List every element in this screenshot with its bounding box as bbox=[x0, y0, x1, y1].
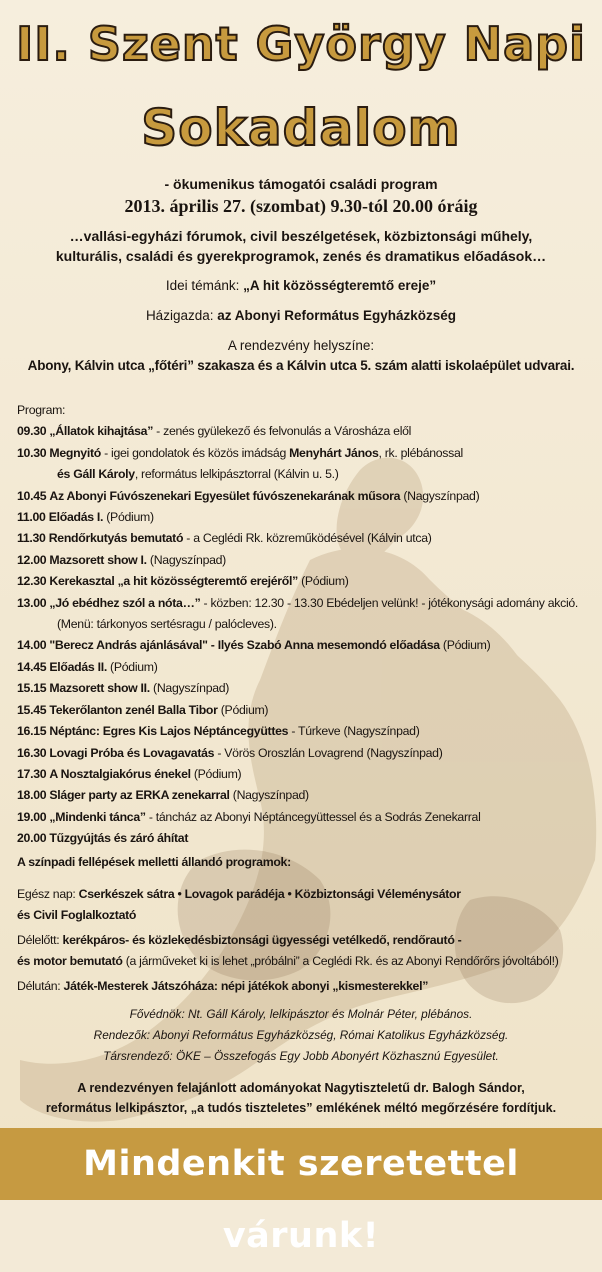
program-title: "Berecz András ajánlásával" - Ilyés Szabó Anna mesemondó előadása bbox=[49, 638, 440, 653]
program-title: Tűzgyújtás és záró áhítat bbox=[49, 831, 189, 846]
program-label: Program: bbox=[17, 403, 66, 417]
program-item bbox=[17, 657, 597, 678]
program-title: Az Abonyi Fúvószenekari Egyesület fúvószenekarának műsora bbox=[49, 488, 401, 503]
credits bbox=[0, 1004, 602, 1067]
program-item bbox=[17, 700, 597, 721]
permanent-programs-heading: A színpadi fellépések melletti állandó programok: bbox=[17, 855, 291, 869]
program-time: 09.30 bbox=[17, 424, 47, 439]
program-time: 12.30 bbox=[17, 574, 47, 589]
morning-items-cont: és motor bemutató bbox=[17, 953, 123, 968]
program-time: 17.30 bbox=[17, 766, 47, 781]
program-title: Lovagi Próba és Lovagavatás bbox=[49, 745, 215, 760]
program-detail-cont: , rk. plébánossal bbox=[378, 445, 463, 460]
event-description-line1: …vallási-egyházi fórumok, civil beszélgetések, közbiztonsági műhely, bbox=[69, 228, 533, 244]
program-item bbox=[17, 785, 597, 806]
welcome-banner bbox=[0, 1128, 602, 1256]
program-item bbox=[17, 550, 597, 571]
venue-address: Abony, Kálvin utca „főtéri” szakasza és a Kálvin utca 5. szám alatti iskolaépület udvarai. bbox=[27, 358, 575, 373]
program-title: Előadás I. bbox=[48, 510, 104, 525]
program-time: 15.45 bbox=[17, 702, 47, 717]
program-time: 16.30 bbox=[17, 745, 47, 760]
all-day-items-cont: és Civil Foglalkoztató bbox=[17, 907, 137, 922]
afternoon-programs bbox=[17, 976, 597, 997]
program-title: Előadás II. bbox=[49, 659, 107, 674]
program-item bbox=[17, 721, 597, 742]
program-time: 18.00 bbox=[17, 788, 47, 803]
program-item bbox=[17, 507, 597, 528]
program-detail: - Vörös Oroszlán Lovagrend (Nagyszínpad) bbox=[214, 745, 443, 760]
program-detail: - táncház az Abonyi Néptáncegyüttessel és a Sodrás Zenekarral bbox=[145, 809, 481, 824]
program-item bbox=[17, 528, 597, 549]
donation-note bbox=[20, 1078, 582, 1118]
program-detail: (Nagyszínpad) bbox=[149, 681, 230, 696]
program-time: 11.00 bbox=[17, 510, 46, 525]
theme-value: „A hit közösségteremtő ereje” bbox=[243, 278, 437, 293]
program-item bbox=[17, 464, 597, 485]
program-item bbox=[17, 635, 597, 656]
program-time: 10.45 bbox=[17, 488, 47, 503]
donation-line2: református lelkipásztor, „a tudós tiszteletes” emlékének méltó megőrzésére fordítjuk. bbox=[45, 1101, 557, 1115]
program-title: Mazsorett show I. bbox=[49, 552, 147, 567]
all-day-label: Egész nap: bbox=[17, 887, 79, 901]
program-item bbox=[17, 678, 597, 699]
program-detail: (Pódium) bbox=[217, 702, 269, 717]
program-title: Mazsorett show II. bbox=[49, 681, 150, 696]
program-time: 10.30 bbox=[17, 445, 47, 460]
co-organizer-line: Társrendező: ÖKE – Összefogás Egy Jobb Abonyért Közhasznú Egyesület. bbox=[103, 1049, 499, 1063]
program-time: 12.00 bbox=[17, 552, 47, 567]
program-item bbox=[17, 571, 597, 592]
program-title: Néptánc: Egres Kis Lajos Néptáncegyüttes bbox=[49, 724, 289, 739]
program-time: 14.45 bbox=[17, 659, 47, 674]
program-time: 14.00 bbox=[17, 638, 47, 653]
program-item bbox=[17, 828, 597, 849]
program-time: 15.15 bbox=[17, 681, 47, 696]
host-line bbox=[0, 308, 602, 323]
program-detail: (Pódium) bbox=[106, 659, 158, 674]
all-day-programs bbox=[17, 884, 597, 925]
program-item bbox=[17, 443, 597, 464]
program-title: Tekerőlanton zenél Balla Tibor bbox=[49, 702, 218, 717]
patron-line: Fővédnök: Nt. Gáll Károly, lelkipásztor és Molnár Péter, plébános. bbox=[129, 1007, 473, 1021]
theme-line bbox=[0, 278, 602, 293]
program-time: 16.15 bbox=[17, 724, 47, 739]
donation-line1: A rendezvényen felajánlott adományokat Nagytiszteletű dr. Balogh Sándor, bbox=[77, 1081, 525, 1095]
program-title: Kerekasztal „a hit közösségteremtő erejéről” bbox=[49, 574, 298, 589]
event-description-line2: kulturális, családi és gyerekprogramok, zenés és dramatikus előadások… bbox=[55, 248, 547, 264]
program-detail: , református lelkipásztorral (Kálvin u. 5.) bbox=[134, 467, 339, 482]
morning-programs bbox=[17, 930, 597, 971]
program-detail: (Pódium) bbox=[439, 638, 491, 653]
host-value: az Abonyi Református Egyházközség bbox=[217, 308, 457, 323]
host-label: Házigazda: bbox=[145, 308, 218, 323]
event-title-line1: II. Szent György Napi bbox=[16, 17, 586, 71]
program-detail: (Nagyszínpad) bbox=[229, 788, 309, 803]
afternoon-label: Délután: bbox=[17, 979, 64, 993]
program-detail: - közben: 12.30 - 13.30 Ebédeljen velünk! - jótékonysági adomány akció. bbox=[200, 595, 579, 610]
event-subtitle: - ökumenikus támogatói családi program bbox=[164, 176, 438, 192]
morning-label: Délelőtt: bbox=[17, 933, 63, 947]
program-detail: - Túrkeve (Nagyszínpad) bbox=[288, 724, 420, 739]
program-detail: (Pódium) bbox=[297, 574, 349, 589]
program-title: és Gáll Károly bbox=[57, 467, 135, 482]
theme-label: Idei témánk: bbox=[165, 278, 244, 293]
program-title: Rendőrkutyás bemutató bbox=[48, 531, 184, 546]
event-date: 2013. április 27. (szombat) 9.30-tól 20.00 óráig bbox=[124, 196, 478, 216]
venue-label: A rendezvény helyszíne: bbox=[227, 338, 375, 353]
program-item bbox=[17, 764, 597, 785]
program-item bbox=[17, 614, 597, 635]
program-time: 11.30 bbox=[17, 531, 46, 546]
program-time: 19.00 bbox=[17, 809, 47, 824]
program-detail: (Menü: tárkonyos sertésragu / palócleves). bbox=[57, 617, 277, 632]
organizers-line: Rendezők: Abonyi Református Egyházközség, Római Katolikus Egyházközség. bbox=[93, 1028, 509, 1042]
program-item bbox=[17, 421, 597, 442]
morning-items: kerékpáros- és közlekedésbiztonsági ügyességi vetélkedő, rendőrautó - bbox=[62, 933, 462, 947]
afternoon-items: Játék-Mesterek Játszóháza: népi játékok abonyi „kismesterekkel” bbox=[63, 979, 429, 993]
program-title: „Jó ebédhez szól a nóta…” bbox=[49, 595, 201, 610]
program-item bbox=[17, 743, 597, 764]
program-time: 20.00 bbox=[17, 831, 47, 846]
welcome-text: Mindenkit szeretettel várunk! bbox=[83, 1144, 519, 1256]
program-title: „Állatok kihajtása” bbox=[49, 424, 154, 439]
program-item bbox=[17, 593, 597, 614]
program-title: Sláger party az ERKA zenekarral bbox=[49, 788, 230, 803]
program-list bbox=[17, 400, 597, 850]
program-detail: (Pódium) bbox=[190, 766, 242, 781]
event-title-line2: Sokadalom bbox=[141, 99, 461, 157]
program-item bbox=[17, 807, 597, 828]
program-time: 13.00 bbox=[17, 595, 47, 610]
program-item bbox=[17, 486, 597, 507]
morning-note: (a járműveket ki is lehet „próbálni” a Ceglédi Rk. és az Abonyi Rendőrőrs jóvoltából!) bbox=[122, 953, 559, 968]
program-title: „Mindenki tánca” bbox=[49, 809, 146, 824]
program-detail: - zenés gyülekező és felvonulás a Városháza elől bbox=[153, 424, 412, 439]
program-person: Menyhárt János bbox=[289, 445, 379, 460]
program-detail: (Nagyszínpad) bbox=[146, 552, 226, 567]
program-title: Megnyitó bbox=[49, 445, 101, 460]
program-detail: (Nagyszínpad) bbox=[400, 488, 480, 503]
all-day-items: Cserkészek sátra • Lovagok parádéja • Közbiztonsági Véleménysátor bbox=[78, 887, 461, 901]
program-title: A Nosztalgiakórus énekel bbox=[49, 766, 191, 781]
program-detail: (Pódium) bbox=[103, 510, 154, 525]
program-detail: - igei gondolatok és közös imádság bbox=[100, 445, 290, 460]
program-detail: - a Ceglédi Rk. közreműködésével (Kálvin utca) bbox=[183, 531, 432, 546]
